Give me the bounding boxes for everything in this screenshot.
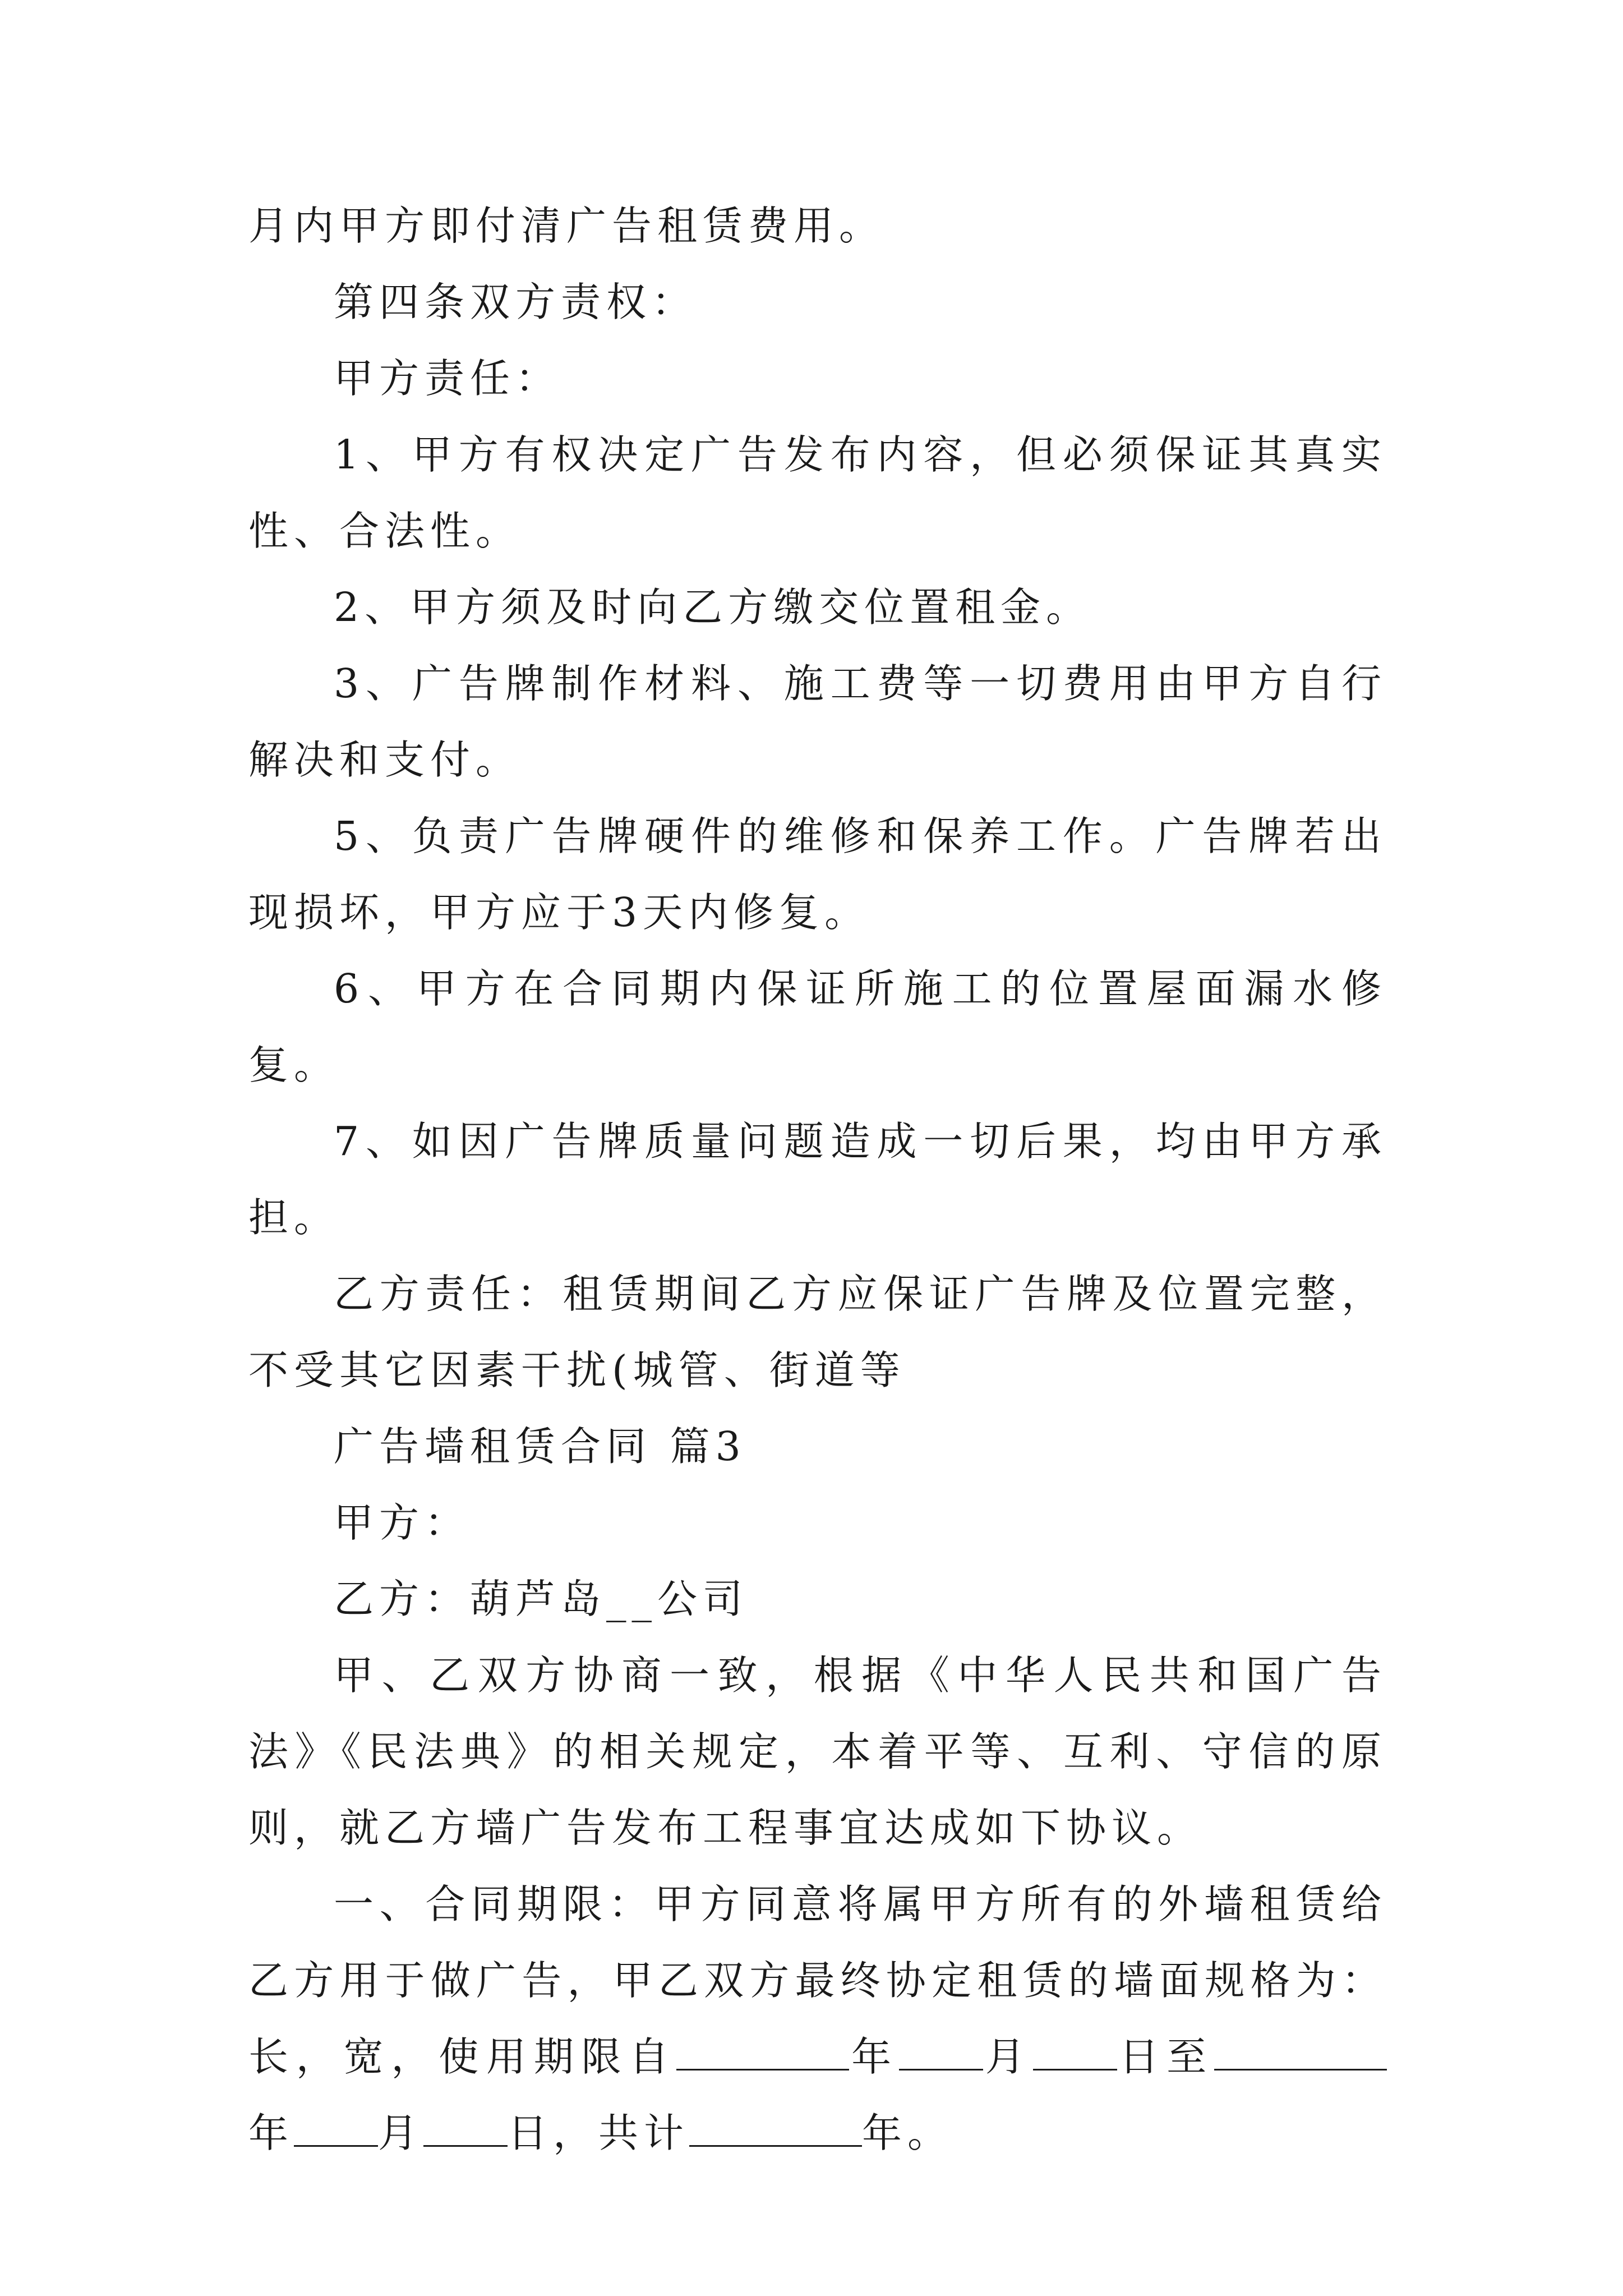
term-day-1: 日至 xyxy=(1117,2033,1214,2080)
paragraph-8: 6、甲方在合同期内保证所施工的位置屋面漏水修复。 xyxy=(248,965,1387,1088)
contract-term-text: 一、合同期限：甲方同意将属甲方所有的外墙租赁给乙方用于做广告，甲乙双方最终协定租赁的墙面规格为：长，宽，使用期限自 xyxy=(248,1881,1387,2080)
section-heading: 广告墙租赁合同 篇3 xyxy=(334,1423,746,1470)
blank-field xyxy=(294,2106,378,2147)
paragraph-5: 2、甲方须及时向乙方缴交位置租金。 xyxy=(334,584,1092,631)
document-body xyxy=(248,188,1387,2171)
paragraph-9: 7、如因广告牌质量问题造成一切后果，均由甲方承担。 xyxy=(248,1118,1387,1241)
party-a-line: 甲方： xyxy=(334,1499,471,1546)
blank-field xyxy=(899,2030,983,2070)
paragraph-3: 甲方责任： xyxy=(334,355,561,402)
blank-field xyxy=(423,2106,508,2147)
term-month-2: 月 xyxy=(378,2110,424,2156)
paragraph-2: 第四条双方责权： xyxy=(334,279,698,325)
term-total-years: 年。 xyxy=(862,2110,953,2156)
party-b-line: 乙方：葫芦岛__公司 xyxy=(334,1576,749,1622)
paragraph-7: 5、负责广告牌硬件的维修和保养工作。广告牌若出现损坏，甲方应于3天内修复。 xyxy=(248,813,1387,936)
blank-field xyxy=(1214,2030,1387,2070)
term-year-1: 年 xyxy=(849,2033,899,2080)
paragraph-6: 3、广告牌制作材料、施工费等一切费用由甲方自行解决和支付。 xyxy=(248,660,1387,783)
paragraph-1: 月内甲方即付清广告租赁费用。 xyxy=(248,203,885,249)
blank-field xyxy=(689,2106,862,2147)
term-month-1: 月 xyxy=(983,2033,1033,2080)
agreement-preamble: 甲、乙双方协商一致，根据《中华人民共和国广告法》《民法典》的相关规定，本着平等、互利、守信的原则，就乙方墙广告发布工程事宜达成如下协议。 xyxy=(248,1652,1387,1851)
paragraph-4: 1、甲方有权决定广告发布内容，但必须保证其真实性、合法性。 xyxy=(248,431,1387,554)
blank-field xyxy=(676,2030,849,2070)
contract-term-clause xyxy=(248,1866,1387,2171)
term-day-2: 日，共计 xyxy=(508,2110,690,2156)
paragraph-10: 乙方责任：租赁期间乙方应保证广告牌及位置完整，不受其它因素干扰(城管、街道等 xyxy=(248,1271,1387,1393)
blank-field xyxy=(1033,2030,1117,2070)
term-year-2: 年 xyxy=(248,2110,294,2156)
